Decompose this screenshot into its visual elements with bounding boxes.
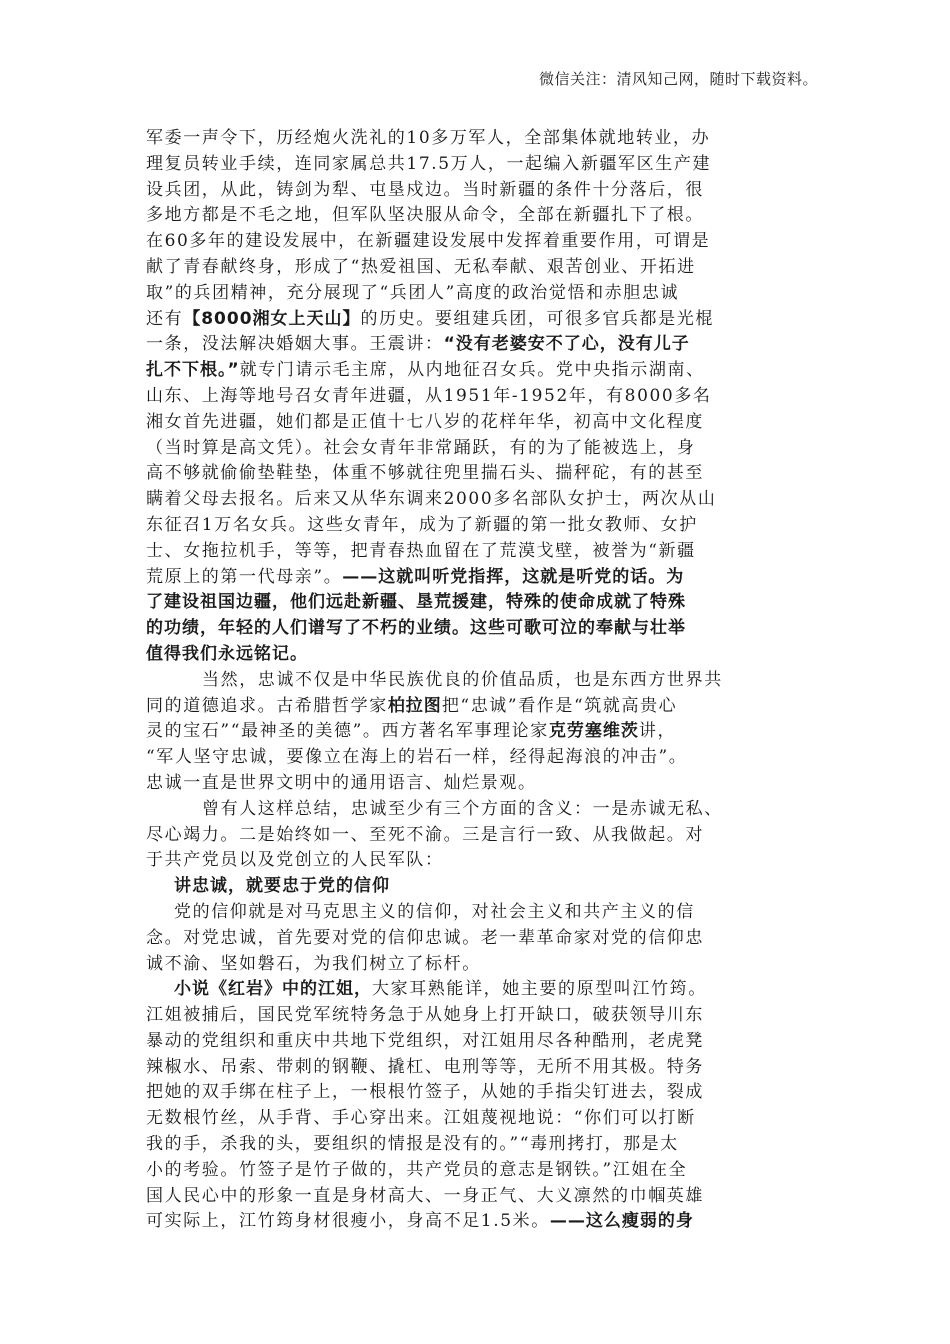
text-span: 山东、上海等地号召女青年进疆，从1951年-1952年，有8000多名 <box>146 385 712 406</box>
text-span: 还有 <box>146 308 184 329</box>
text-line <box>146 487 818 513</box>
text-line <box>146 900 818 926</box>
text-line <box>146 823 818 849</box>
text-span: 军委一声令下，历经炮火洗礼的10多万军人，全部集体就地转业，办 <box>146 128 711 148</box>
text-line <box>146 513 818 539</box>
text-line <box>146 1132 818 1158</box>
text-line <box>146 874 818 900</box>
text-span: 瞒着父母去报名。后来又从华东调来2000多名部队女护士，两次从山 <box>146 489 717 510</box>
text-line <box>146 539 818 565</box>
text-span: 取”的兵团精神，充分展现了“兵团人”高度的政治觉悟和赤胆忠诚 <box>146 282 680 303</box>
text-span: 的历史。要组建兵团，可很多官兵都是光棍 <box>360 308 714 329</box>
text-span: 荒原上的第一代母亲”。 <box>146 566 343 587</box>
text-span: 可实际上，江竹筠身材很瘦小，身高不足1.5米。 <box>146 1211 550 1232</box>
text-line <box>146 126 818 152</box>
emphasis-text: 【8000湘女上天山】 <box>183 308 361 329</box>
text-line <box>146 565 818 591</box>
text-line <box>146 926 818 952</box>
text-line <box>146 719 818 745</box>
text-line <box>146 1106 818 1132</box>
text-line <box>146 1209 818 1235</box>
text-span: （当时算是高文凭）。社会女青年非常踊跃，有的为了能被选上，身 <box>146 437 696 458</box>
text-span: 江姐被捕后，国民党军统特务急于从她身上打开缺口，破获领导川东 <box>146 1005 704 1026</box>
text-span: 我的手，杀我的头，要组织的情报是没有的。”“毒刑拷打，那是太 <box>146 1134 679 1155</box>
text-span: 一条，没法解决婚姻大事。王震讲： <box>146 334 444 355</box>
emphasis-text: 克劳塞维茨 <box>548 721 639 742</box>
text-line <box>146 1003 818 1029</box>
text-span: 在60多年的建设发展中，在新疆建设发展中发挥着重要作用，可谓是 <box>146 231 711 252</box>
text-span: 多地方都是不毛之地，但军队坚决服从命令，全部在新疆扎下了根。 <box>146 205 704 226</box>
text-line <box>146 332 818 358</box>
text-span: 曾有人这样总结，忠诚至少有三个方面的含义：一是赤诚无私、 <box>202 798 723 819</box>
text-line <box>146 616 818 642</box>
text-line <box>146 848 818 874</box>
emphasis-text: ——这么瘦弱的身 <box>549 1211 694 1232</box>
text-line <box>146 436 818 462</box>
text-span: “军人坚守忠诚，要像立在海上的岩石一样，经得起海浪的冲击”。 <box>146 747 688 768</box>
text-span: 暴动的党组织和重庆中共地下党组织，对江姐用尽各种酷刑，老虎凳 <box>146 1030 704 1051</box>
header-note: 微信关注：清风知己网，随时下载资料。 <box>538 70 818 88</box>
text-line <box>146 229 818 255</box>
text-line <box>146 281 818 307</box>
emphasis-text: 了建设祖国边疆，他们远赴新疆、垦荒援建，特殊的使命成就了特殊 <box>146 592 686 613</box>
text-line <box>146 255 818 281</box>
text-line <box>146 952 818 978</box>
text-line <box>146 590 818 616</box>
text-line <box>146 771 818 797</box>
text-span: 湘女首先进疆，她们都是正值十七八岁的花样年华，初高中文化程度 <box>146 411 704 432</box>
emphasis-text: 小说《红岩》中的江姐， <box>174 979 372 1000</box>
text-span: 尽心竭力。二是始终如一、至死不渝。三是言行一致、从我做起。对 <box>146 824 704 845</box>
text-line <box>146 1080 818 1106</box>
text-line <box>146 358 818 384</box>
text-line <box>146 461 818 487</box>
text-line <box>146 668 818 694</box>
emphasis-text: 值得我们永远铭记。 <box>146 643 308 664</box>
text-line <box>146 797 818 823</box>
text-span: 忠诚一直是世界文明中的通用语言、灿烂景观。 <box>146 772 537 793</box>
text-span: 大家耳熟能详，她主要的原型叫江竹筠。 <box>372 979 707 1000</box>
text-span: 献了青春献终身，形成了“热爱祖国、无私奉献、艰苦创业、开拓进 <box>146 256 696 277</box>
text-span: 同的道德追求。古希腊哲学家 <box>146 695 388 716</box>
emphasis-text: 讲忠诚，就要忠于党的信仰 <box>174 876 390 897</box>
body-text <box>146 126 818 1235</box>
text-span: 当然，忠诚不仅是中华民族优良的价值品质，也是东西方世界共 <box>202 669 723 690</box>
text-line <box>146 1184 818 1210</box>
text-line <box>146 1029 818 1055</box>
text-span: 高不够就偷偷垫鞋垫，体重不够就往兜里揣石头、揣秤砣，有的甚至 <box>146 463 704 484</box>
text-span: 灵的宝石”“最神圣的美德”。西方著名军事理论家 <box>146 721 549 742</box>
text-span: 就专门请示毛主席，从内地征召女兵。党中央指示湖南、 <box>239 360 705 381</box>
emphasis-text: “没有老婆安不了心，没有儿子 <box>443 334 690 355</box>
text-span: 党的信仰就是对马克思主义的信仰，对社会主义和共产主义的信 <box>174 901 695 922</box>
text-line <box>146 384 818 410</box>
text-span: 国人民心中的形象一直是身材高大、一身正气、大义凛然的巾帼英雄 <box>146 1185 704 1206</box>
text-line <box>146 1055 818 1081</box>
text-span: 把她的双手绑在柱子上，一根根竹签子，从她的手指尖钉进去，裂成 <box>146 1082 704 1103</box>
text-line <box>146 203 818 229</box>
text-span: 士、女拖拉机手，等等，把青春热血留在了荒漠戈壁，被誉为“新疆 <box>146 540 696 561</box>
text-line <box>146 410 818 436</box>
text-line <box>146 642 818 668</box>
emphasis-text: 柏拉图 <box>387 695 442 716</box>
text-span: 小的考验。竹签子是竹子做的，共产党员的意志是钢铁。”江姐在全 <box>146 1159 688 1180</box>
emphasis-text: ——这就叫听党指挥，这就是听党的话。为 <box>342 566 685 587</box>
emphasis-text: 的功绩，年轻的人们谱写了不朽的业绩。这些可歌可泣的奉献与壮举 <box>146 618 686 639</box>
text-line <box>146 152 818 178</box>
text-span: 设兵团，从此，铸剑为犁、屯垦戍边。当时新疆的条件十分落后，很 <box>146 179 704 200</box>
text-span: 理复员转业手续，连同家属总共17.5万人，一起编入新疆军区生产建 <box>146 153 712 174</box>
text-span: 东征召1万名女兵。这些女青年，成为了新疆的第一批女教师、女护 <box>146 514 698 535</box>
text-line <box>146 745 818 771</box>
emphasis-text: 扎不下根。” <box>146 360 240 381</box>
text-line <box>146 178 818 204</box>
text-line <box>146 307 818 333</box>
text-span: 辣椒水、吊索、带刺的钢鞭、撬杠、电刑等等，无所不用其极。特务 <box>146 1056 704 1077</box>
text-span: 讲， <box>638 721 677 742</box>
text-line <box>146 977 818 1003</box>
text-span: 诚不渝、坚如磐石，为我们树立了标杆。 <box>146 953 481 974</box>
text-span: 无数根竹丝，从手背、手心穿出来。江姐蔑视地说：“你们可以打断 <box>146 1108 696 1129</box>
text-span: 念。对党忠诚，首先要对党的信仰忠诚。老一辈革命家对党的信仰忠 <box>146 927 704 948</box>
text-line <box>146 694 818 720</box>
text-line <box>146 1158 818 1184</box>
text-span: 于共产党员以及党创立的人民军队： <box>146 850 444 871</box>
text-span: 把“忠诚”看作是“筑就高贵心 <box>441 695 678 716</box>
